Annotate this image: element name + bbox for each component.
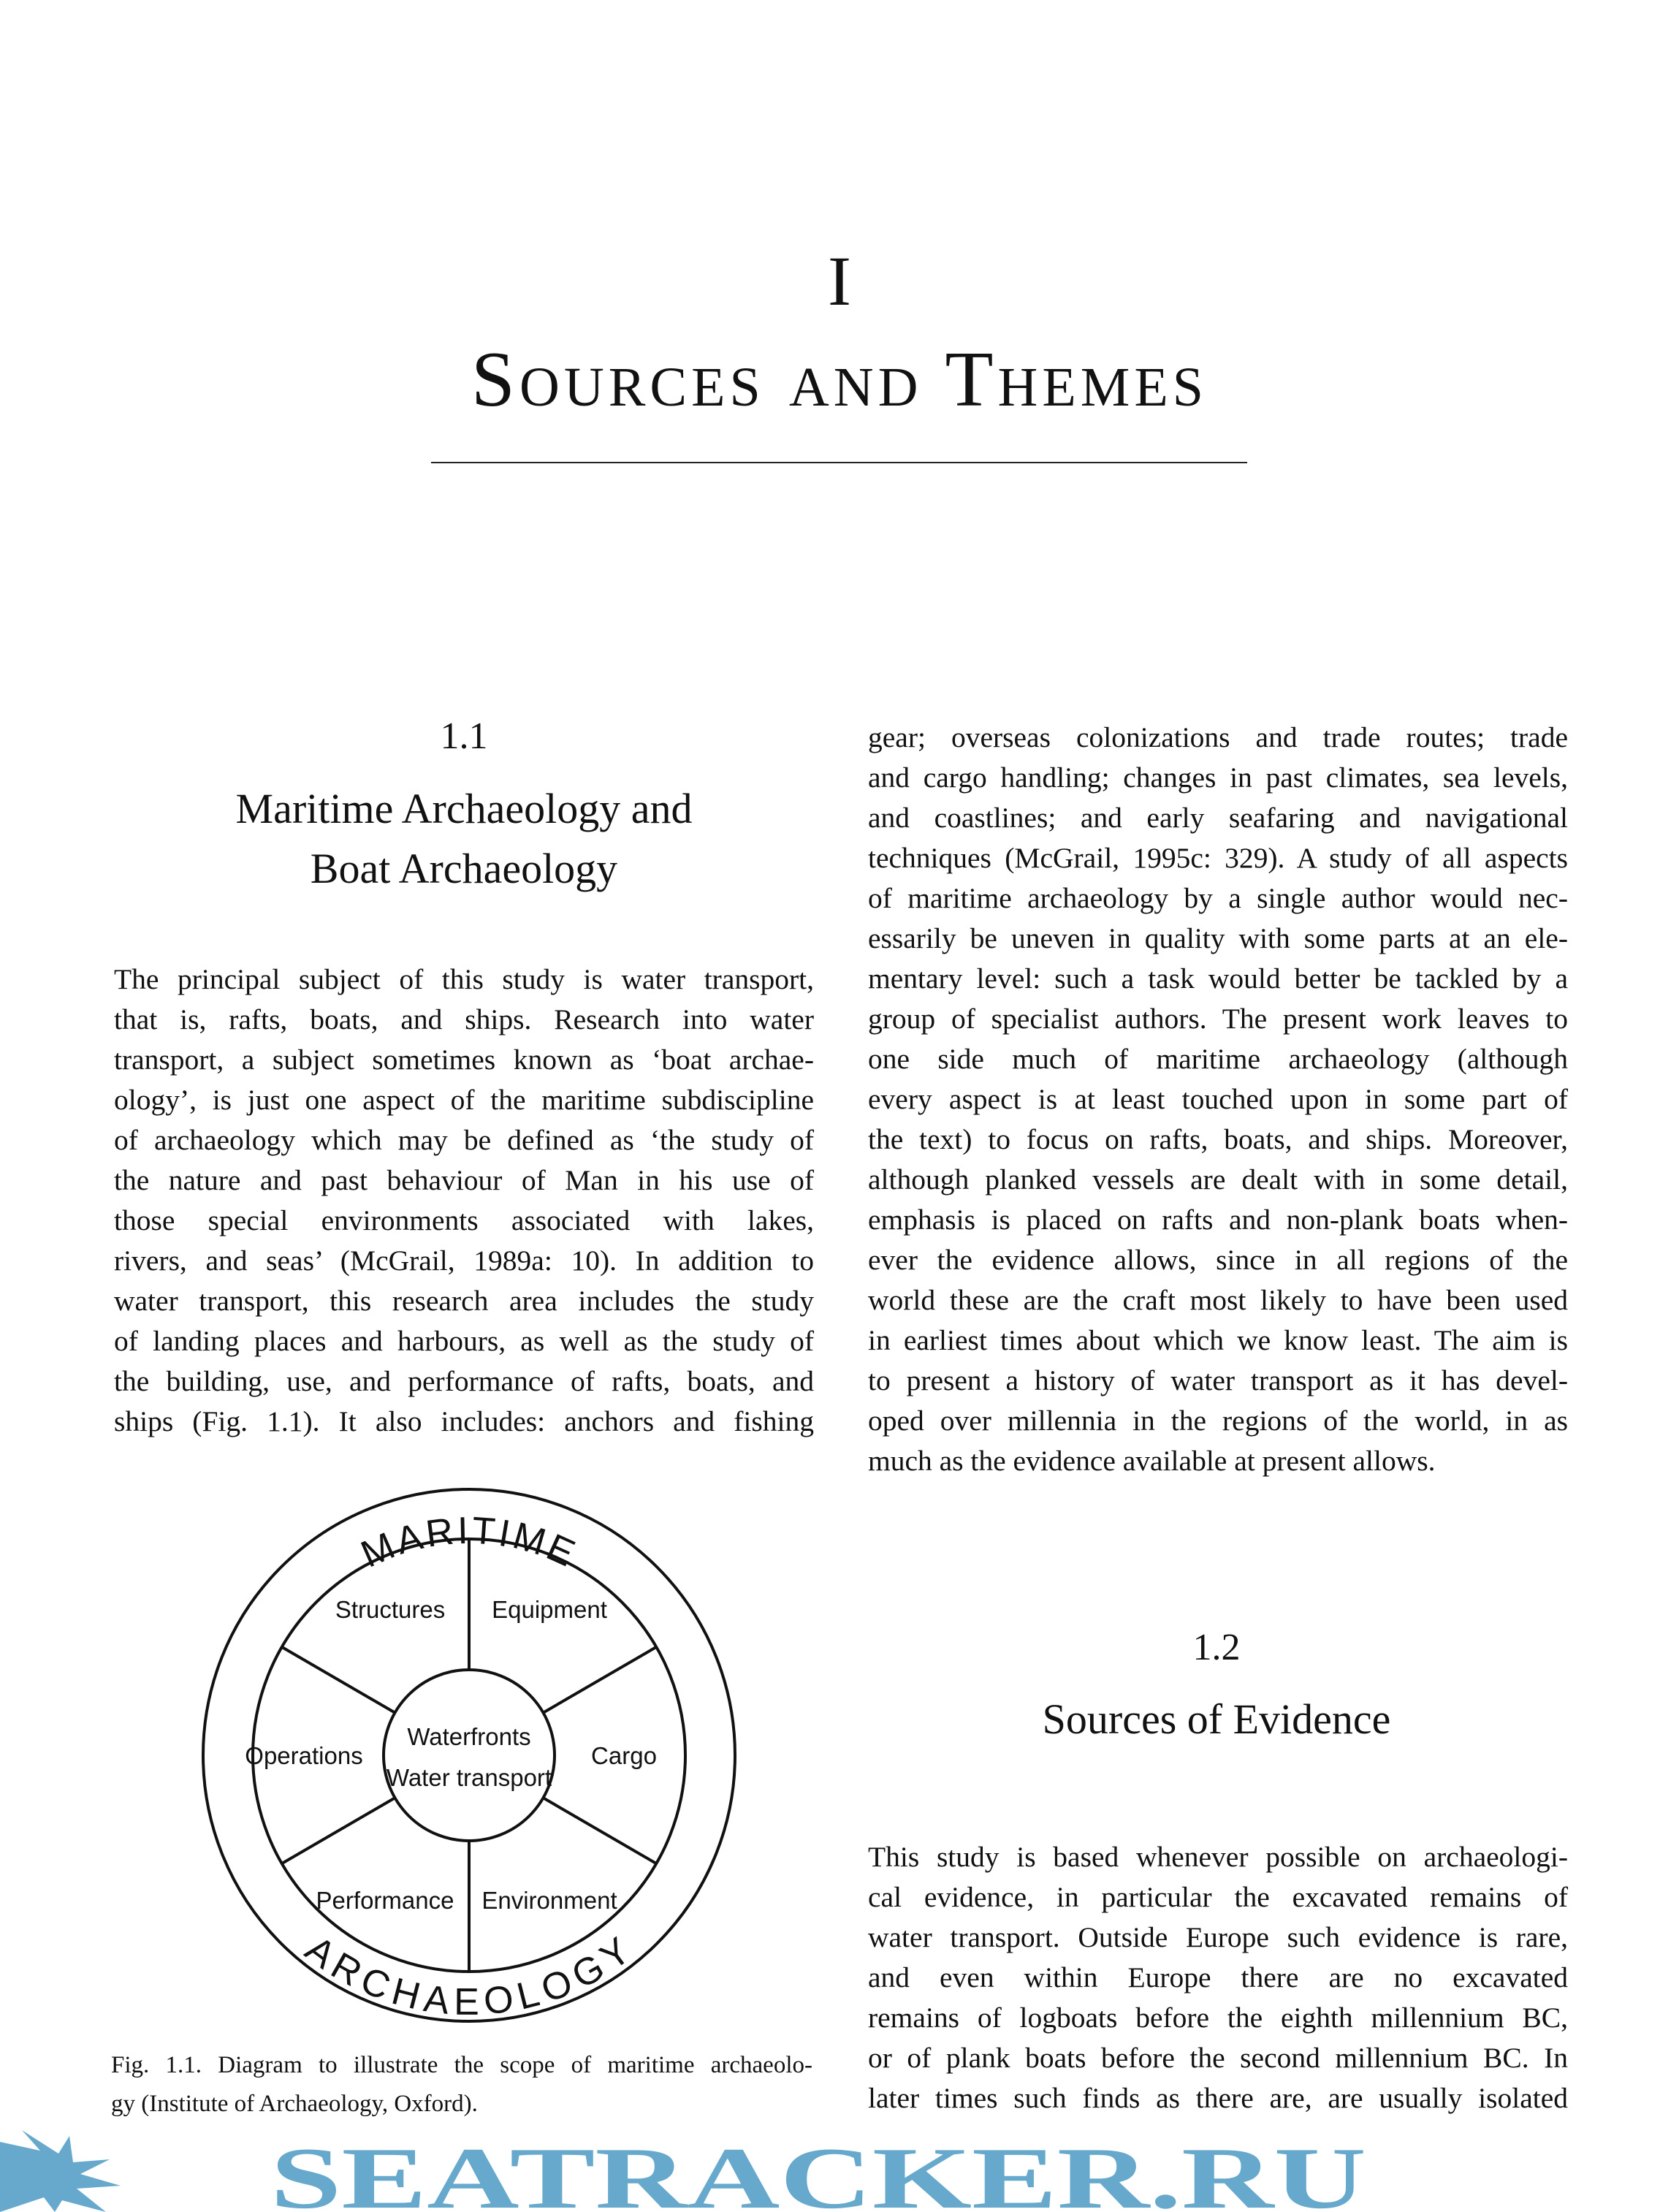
segment-label: Environment	[481, 1887, 617, 1914]
text-line: the text) to focus on rafts, boats, and ships. Moreover,	[868, 1123, 1568, 1155]
scope-diagram	[197, 1483, 741, 2027]
text-line: every aspect is at least touched upon in some part of	[868, 1083, 1568, 1115]
text-line: ships (Fig. 1.1). It also includes: anchors and fishing	[114, 1405, 814, 1437]
text-line: and even within Europe there are no excavated	[868, 1961, 1568, 1994]
figure-caption	[111, 2046, 812, 2124]
section-heading-line: Maritime Archaeology and	[235, 785, 693, 832]
segment-label: Structures	[335, 1596, 446, 1623]
text-line: later times such finds as there are, are usually isolated	[868, 2082, 1568, 2114]
title-rule	[431, 462, 1247, 463]
watermark-text: SEATRACKER.RU	[270, 2130, 1366, 2212]
text-line: The principal subject of this study is water transport,	[114, 963, 814, 995]
caption-line: gy (Institute of Archaeology, Oxford).	[111, 2091, 478, 2117]
text-line: or of plank boats before the second millennium BC. In	[868, 2042, 1568, 2074]
center-circle	[384, 1670, 555, 1841]
text-line: techniques (McGrail, 1995c: 329). A study of all aspects	[868, 842, 1568, 874]
section-heading: Sources of Evidence	[1042, 1695, 1391, 1743]
ring-label-bottom: ARCHAEOLOGY	[297, 1927, 641, 2023]
segment-label: Performance	[316, 1887, 454, 1914]
text-line: much as the evidence available at present allows.	[868, 1445, 1436, 1477]
text-line: mentary level: such a task would better be tackled by a	[868, 962, 1568, 995]
text-line: emphasis is placed on rafts and non-plank boats when-	[868, 1204, 1568, 1236]
text-line: group of specialist authors. The present work leaves to	[868, 1003, 1568, 1035]
text-line: world these are the craft most likely to have been used	[868, 1284, 1568, 1316]
segment-label: Operations	[245, 1742, 363, 1769]
section-number: 1.2	[1192, 1627, 1241, 1668]
text-line: This study is based whenever possible on archaeologi-	[868, 1841, 1568, 1873]
text-line: of maritime archaeology by a single author would nec-	[868, 882, 1568, 914]
ring-label-top: MARITIME	[354, 1509, 584, 1576]
text-line: gear; overseas colonizations and trade routes; trade	[868, 721, 1568, 753]
chapter-number: I	[828, 242, 851, 320]
watermark	[0, 2130, 1679, 2212]
text-line: the building, use, and performance of rafts, boats, and	[114, 1365, 814, 1397]
text-line: ology’, is just one aspect of the maritime subdiscipline	[114, 1084, 814, 1116]
text-line: and coastlines; and early seafaring and navigational	[868, 802, 1568, 834]
right-column-text	[868, 718, 1568, 1481]
text-line: the nature and past behaviour of Man in his use of	[114, 1164, 814, 1196]
section-2-text	[868, 1837, 1568, 2118]
segment-label: Equipment	[492, 1596, 607, 1623]
section-heading-line: Boat Archaeology	[310, 845, 618, 892]
center-label: Water transport	[386, 1764, 552, 1791]
caption-line: Fig. 1.1. Diagram to illustrate the scope of maritime archaeolo-	[111, 2052, 812, 2078]
center-label: Waterfronts	[407, 1723, 531, 1750]
text-line: cal evidence, in particular the excavated remains of	[868, 1881, 1568, 1913]
text-line: and cargo handling; changes in past climates, sea levels,	[868, 761, 1568, 794]
section-heading	[114, 779, 814, 899]
text-line: of landing places and harbours, as well as the study of	[114, 1325, 814, 1357]
text-line: those special environments associated with lakes,	[114, 1204, 814, 1236]
text-line: ever the evidence allows, since in all regions of the	[868, 1244, 1568, 1276]
text-line: water transport. Outside Europe such evidence is rare,	[868, 1921, 1568, 1953]
text-line: in earliest times about which we know least. The aim is	[868, 1324, 1568, 1356]
text-line: oped over millennia in the regions of the world, in as	[868, 1405, 1568, 1437]
text-line: that is, rafts, boats, and ships. Research into water	[114, 1003, 814, 1035]
text-line: transport, a subject sometimes known as ‘boat archae-	[114, 1044, 814, 1076]
text-line: rivers, and seas’ (McGrail, 1989a: 10). In addition to	[114, 1244, 814, 1277]
left-column-text	[114, 959, 814, 1442]
segment-label: Cargo	[591, 1742, 657, 1769]
watermark-star-icon	[0, 2130, 121, 2212]
text-line: to present a history of water transport as it has devel-	[868, 1364, 1568, 1396]
text-line: one side much of maritime archaeology (although	[868, 1043, 1568, 1075]
chapter-title: Sources and Themes	[471, 336, 1208, 423]
text-line: although planked vessels are dealt with in some detail,	[868, 1163, 1568, 1196]
text-line: essarily be uneven in quality with some parts at an ele-	[868, 922, 1568, 954]
text-line: remains of logboats before the eighth millennium BC,	[868, 2002, 1568, 2034]
section-number: 1.1	[440, 715, 488, 757]
text-line: of archaeology which may be defined as ‘the study of	[114, 1124, 814, 1156]
text-line: water transport, this research area includes the study	[114, 1285, 814, 1317]
